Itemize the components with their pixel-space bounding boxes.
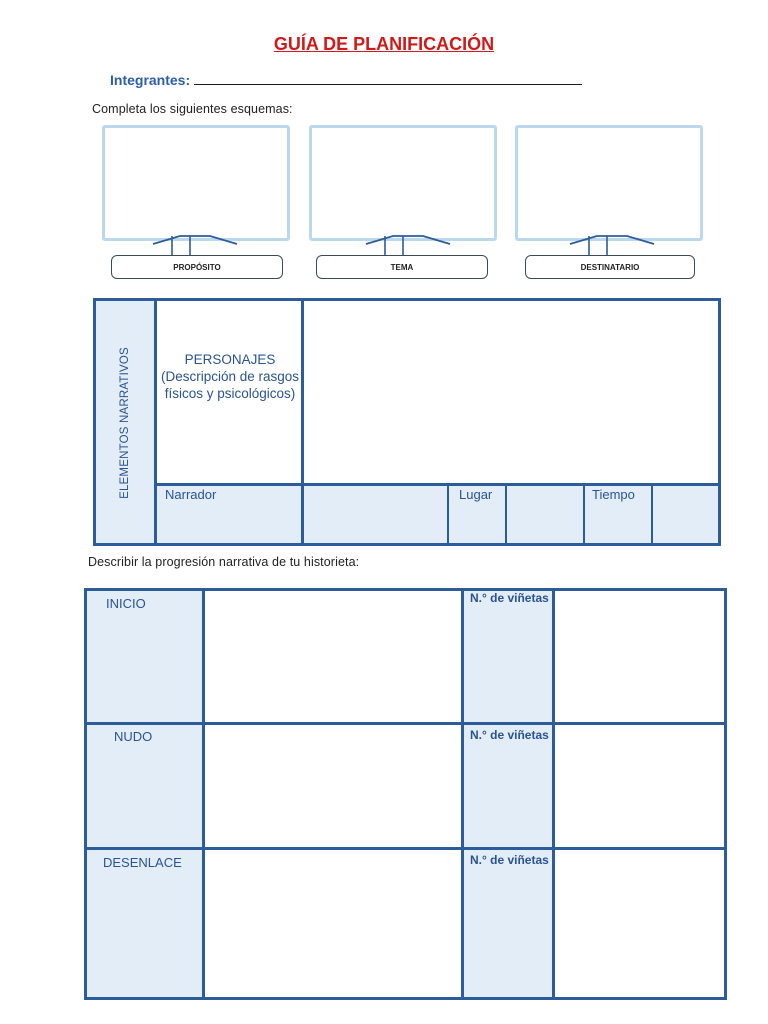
lugar-label: Lugar [459,487,493,502]
page-title: GUÍA DE PLANIFICACIÓN [273,34,495,54]
proposito-label: PROPÓSITO [111,255,283,279]
vinetas-label-nudo: N.° de viñetas [470,728,549,742]
elementos-narrativos-label: ELEMENTOS NARRATIVOS [119,347,132,499]
proposito-box[interactable] [102,125,290,241]
tiempo-label: Tiempo [592,487,635,502]
nudo-description-area[interactable] [206,726,460,844]
inicio-description-area[interactable] [206,592,460,720]
proposito-arrow-icon [150,232,240,256]
desenlace-vinetas-area[interactable] [556,851,722,995]
narrador-input-area[interactable] [305,487,445,543]
nudo-vinetas-area[interactable] [556,726,722,844]
tiempo-input-area[interactable] [654,487,718,543]
tema-arrow-icon [363,232,453,256]
personajes-input-area[interactable] [307,304,715,480]
stage-label-nudo: NUDO [114,729,153,744]
integrantes-blank-line[interactable] [194,70,582,85]
tema-box[interactable] [309,125,497,241]
progression-instruction: Describir la progresión narrativa de tu historieta: [88,555,360,569]
stage-label-desenlace: DESENLACE [103,855,182,870]
integrantes-field[interactable] [110,70,582,88]
inicio-vinetas-area[interactable] [556,592,722,720]
tema-label: TEMA [316,255,488,279]
personajes-label: PERSONAJES (Descripción de rasgos físicos y psicológicos) [160,352,300,401]
destinatario-arrow-icon [567,232,657,256]
destinatario-label: DESTINATARIO [525,255,695,279]
destinatario-box[interactable] [515,125,703,241]
narrador-label: Narrador [165,487,217,502]
lugar-input-area[interactable] [508,487,582,543]
schemes-instruction: Completa los siguientes esquemas: [92,102,293,116]
vinetas-label-inicio: N.° de viñetas [470,591,549,605]
integrantes-label: Integrantes: [110,72,191,88]
desenlace-description-area[interactable] [206,851,460,995]
vinetas-label-desenlace: N.° de viñetas [470,853,549,867]
stage-label-inicio: INICIO [106,596,146,611]
